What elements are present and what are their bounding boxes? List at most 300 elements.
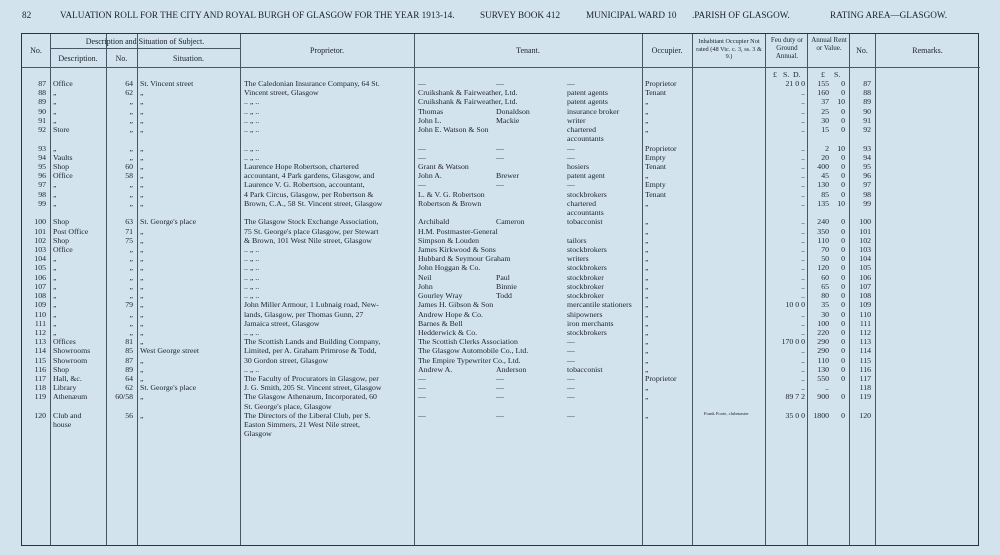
row-feu-duty: ..: [801, 143, 805, 153]
row-occupier: „: [645, 337, 649, 347]
row-feu-duty: ..: [801, 383, 805, 393]
row-tenant-name: —: [418, 152, 426, 162]
row-no: 103: [34, 244, 46, 254]
row-tenant-surname: Todd: [496, 291, 512, 301]
row-number: „: [129, 115, 133, 125]
row-tenant-name: —: [418, 410, 426, 420]
row-rent-shillings: 0: [841, 300, 845, 310]
row-description: „: [53, 198, 57, 208]
row-proprietor: .. „ ..: [244, 281, 260, 291]
row-occupier: „: [645, 272, 649, 282]
row-proprietor: .. „ ..: [244, 254, 260, 264]
row-feu-duty: ..: [801, 309, 805, 319]
row-rent-pounds: 120: [817, 263, 829, 273]
row-description: „: [53, 318, 57, 328]
row-no-right: 116: [859, 364, 871, 374]
row-feu-duty: ..: [801, 88, 805, 98]
row-occupier: „: [645, 410, 649, 420]
row-tenant-trade: —: [567, 392, 575, 402]
row-situation: „: [140, 327, 144, 337]
row-rent-shillings: 0: [841, 88, 845, 98]
row-occupier: „: [645, 115, 649, 125]
row-rent-pounds: 60: [821, 272, 829, 282]
page-number: 82: [22, 10, 32, 20]
row-description: „: [53, 263, 57, 273]
row-occupier: Tenant: [645, 161, 667, 171]
row-description: „: [53, 254, 57, 264]
row-tenant-surname: Binnie: [496, 281, 517, 291]
row-feu-duty: ..: [801, 115, 805, 125]
rent-shillings-unit: S.: [834, 70, 841, 79]
row-situation: „: [140, 263, 144, 273]
row-rent-pounds: 100: [817, 318, 829, 328]
row-no: 120: [34, 410, 46, 420]
row-rent-pounds: 15: [821, 125, 829, 135]
row-no: 97: [38, 180, 46, 190]
row-tenant-trade: —: [567, 410, 575, 420]
row-occupier: „: [645, 309, 649, 319]
row-rent-shillings: 0: [841, 272, 845, 282]
row-feu-duty: ..: [801, 180, 805, 190]
row-tenant-name: Barnes & Bell: [418, 318, 463, 328]
row-situation: St. Vincent street: [140, 79, 194, 88]
row-occupier: Empty: [645, 152, 666, 162]
row-situation: „: [140, 318, 144, 328]
row-no-right: 92: [863, 125, 871, 135]
row-no-right: 100: [859, 217, 871, 227]
row-rent-shillings: 0: [841, 263, 845, 273]
row-no-right: 103: [859, 244, 871, 254]
row-tenant-trade: —: [567, 346, 575, 356]
row-occupier: „: [645, 125, 649, 135]
row-occupier: „: [645, 244, 649, 254]
row-no: 101: [34, 226, 46, 236]
row-rent-shillings: 0: [841, 364, 845, 374]
row-feu-duty: 10 0 0: [785, 300, 805, 310]
row-description: „: [53, 97, 57, 107]
row-no: 89: [38, 97, 46, 107]
row-occupier: „: [645, 171, 649, 181]
row-tenant-trade: —: [567, 152, 575, 162]
row-situation: „: [140, 309, 144, 319]
row-situation: St. George's place: [140, 217, 197, 227]
row-tenant-name: John L.: [418, 115, 442, 125]
row-tenant-name: Hedderwick & Co.: [418, 327, 478, 337]
row-no-right: 101: [859, 226, 871, 236]
row-number: 62: [125, 383, 133, 393]
row-no-right: 96: [863, 171, 871, 181]
row-no: 116: [34, 364, 46, 374]
row-no-right: 108: [859, 291, 871, 301]
row-tenant-surname: Cameron: [496, 217, 525, 227]
row-rent-pounds: 85: [821, 189, 829, 199]
row-no-right: 119: [859, 392, 871, 402]
row-situation: „: [140, 244, 144, 254]
row-description: Office: [53, 244, 73, 254]
row-rent-pounds: 900: [817, 392, 829, 402]
row-description: Showrooms: [53, 346, 91, 356]
row-feu-duty: ..: [801, 318, 805, 328]
row-rent-shillings: 0: [841, 337, 845, 347]
row-no: 118: [34, 383, 46, 393]
row-occupier: „: [645, 217, 649, 227]
row-tenant-trade: stockbrokers: [567, 189, 607, 199]
row-rent-pounds: 290: [817, 346, 829, 356]
row-occupier: „: [645, 364, 649, 374]
row-number: 60: [125, 161, 133, 171]
row-situation: „: [140, 272, 144, 282]
row-description: „: [53, 143, 57, 153]
row-description: „: [53, 281, 57, 291]
row-feu-duty: 35 0 0: [785, 410, 805, 420]
row-number: 75: [125, 235, 133, 245]
row-situation: „: [140, 88, 144, 98]
row-proprietor: The Glasgow Athenæum, Incorporated, 60: [244, 392, 377, 402]
row-no: 119: [34, 392, 46, 402]
rent-pounds-unit: £: [821, 70, 825, 79]
row-feu-duty: ..: [801, 97, 805, 107]
row-tenant-trade: stockbroker: [567, 291, 604, 301]
row-no: 93: [38, 143, 46, 153]
row-tenant-name: Archibald: [418, 217, 450, 227]
row-proprietor: .. „ ..: [244, 272, 260, 282]
row-description: Vaults: [53, 152, 73, 162]
row-occupier: „: [645, 327, 649, 337]
row-situation: „: [140, 392, 144, 402]
row-tenant-trade: stockbroker: [567, 272, 604, 282]
row-occupier: „: [645, 318, 649, 328]
col-inhabitant: Inhabitant Occupier Not rated (48 Vic. c. 3, ss. 3 & 9.): [696, 38, 762, 60]
row-proprietor: The Scottish Lands and Building Company,: [244, 337, 381, 347]
row-rent-pounds: 20: [821, 152, 829, 162]
row-occupier: „: [645, 355, 649, 365]
row-situation: „: [140, 364, 144, 374]
row-no-right: 109: [859, 300, 871, 310]
row-feu-duty: 89 7 2: [785, 392, 805, 402]
row-occupier: „: [645, 392, 649, 402]
row-proprietor: J. G. Smith, 205 St. Vincent street, Glasgow: [244, 383, 382, 393]
row-occupier: „: [645, 226, 649, 236]
row-situation: „: [140, 374, 144, 384]
row-situation: „: [140, 281, 144, 291]
row-situation: „: [140, 115, 144, 125]
row-tenant-trade: —: [567, 383, 575, 393]
row-proprietor: .. „ ..: [244, 97, 260, 107]
page-header: [20, 10, 980, 24]
row-proprietor: .. „ ..: [244, 244, 260, 254]
row-no-right: 91: [863, 115, 871, 125]
row-no-right: 93: [863, 143, 871, 153]
row-occupier: „: [645, 235, 649, 245]
row-number: „: [129, 254, 133, 264]
col-proprietor: Proprietor.: [310, 46, 344, 55]
municipal-ward: MUNICIPAL WARD 10: [586, 10, 677, 20]
row-no: 90: [38, 106, 46, 116]
row-feu-duty: ..: [801, 244, 805, 254]
row-description: Hall, &c.: [53, 374, 82, 384]
row-tenant-name: Grant & Watson: [418, 161, 469, 171]
row-tenant-trade: patent agent: [567, 171, 605, 181]
row-occupier: „: [645, 346, 649, 356]
row-number: „: [129, 97, 133, 107]
row-tenant-surname: —: [496, 79, 504, 88]
row-rent-pounds: 350: [817, 226, 829, 236]
row-proprietor: Laurence V. G. Robertson, accountant,: [244, 180, 365, 190]
row-description: Shop: [53, 235, 70, 245]
row-rent-shillings: 10: [837, 198, 845, 208]
row-tenant-name: Hubbard & Seymour Graham: [418, 254, 511, 264]
row-rent-pounds: 35: [821, 300, 829, 310]
row-no: 113: [34, 337, 46, 347]
col-description: Description.: [58, 54, 98, 63]
row-tenant-trade: writers: [567, 254, 589, 264]
row-situation: „: [140, 355, 144, 365]
row-rent-shillings: 0: [841, 244, 845, 254]
row-tenant-name: Gourley Wray: [418, 291, 463, 301]
row-tenant-trade: —: [567, 337, 575, 347]
row-rent-shillings: 0: [841, 309, 845, 319]
row-no: 117: [34, 374, 46, 384]
row-tenant-name: The Scottish Clerks Association: [418, 337, 518, 347]
row-rent-pounds: 155: [817, 79, 829, 88]
row-no: 104: [34, 254, 46, 264]
row-tenant-name: —: [418, 392, 426, 402]
row-feu-duty: ..: [801, 346, 805, 356]
row-description: „: [53, 106, 57, 116]
row-rent-shillings: 0: [841, 161, 845, 171]
row-description: Athenæum: [53, 392, 88, 402]
row-no-right: 120: [859, 410, 871, 420]
row-occupier: „: [645, 198, 649, 208]
row-tenant-surname: Brewer: [496, 171, 519, 181]
row-occupier: Proprietor: [645, 79, 677, 88]
row-tenant-trade: insurance broker: [567, 106, 620, 116]
row-rent-pounds: 50: [821, 254, 829, 264]
col-number: No.: [115, 54, 128, 63]
row-proprietor: .. „ ..: [244, 364, 260, 374]
row-rent-pounds: ..: [825, 383, 829, 393]
row-feu-duty: ..: [801, 226, 805, 236]
row-rent-shillings: 0: [841, 327, 845, 337]
row-tenant-name: L. & V. G. Robertson: [418, 189, 485, 199]
row-number: 79: [125, 300, 133, 310]
row-no-right: 97: [863, 180, 871, 190]
feu-pounds-unit: £: [773, 70, 777, 79]
row-rent-pounds: 240: [817, 217, 829, 227]
row-rent-shillings: 0: [841, 189, 845, 199]
row-no: 94: [38, 152, 46, 162]
row-number: 58: [125, 171, 133, 181]
row-rent-pounds: 2: [825, 143, 829, 153]
row-no-right: 113: [859, 337, 871, 347]
row-occupier: „: [645, 300, 649, 310]
row-situation: „: [140, 152, 144, 162]
row-rent-pounds: 30: [821, 309, 829, 319]
row-number: „: [129, 143, 133, 153]
row-number: „: [129, 125, 133, 135]
row-rent-pounds: 37: [821, 97, 829, 107]
row-number: 56: [125, 410, 133, 420]
row-occupier: Proprietor: [645, 143, 677, 153]
row-rent-shillings: 0: [841, 254, 845, 264]
row-rent-shillings: 0: [841, 346, 845, 356]
row-no-right: 98: [863, 189, 871, 199]
row-tenant-name: H.M. Postmaster-General: [418, 226, 498, 236]
row-tenant-name: Robertson & Brown: [418, 198, 482, 208]
row-feu-duty: ..: [801, 125, 805, 135]
row-proprietor: Brown, C.A., 58 St. Vincent street, Glasgow: [244, 198, 383, 208]
row-feu-duty: ..: [801, 189, 805, 199]
row-description: „: [53, 272, 57, 282]
row-description: Showroom: [53, 355, 88, 365]
row-no: 106: [34, 272, 46, 282]
row-tenant-trade: iron merchants: [567, 318, 614, 328]
row-tenant-surname: —: [496, 152, 504, 162]
row-rent-pounds: 550: [817, 374, 829, 384]
row-no-right: 88: [863, 88, 871, 98]
row-tenant-surname: —: [496, 180, 504, 190]
row-rent-pounds: 220: [817, 327, 829, 337]
row-description: Office: [53, 79, 73, 88]
col-no: No.: [30, 46, 42, 55]
row-tenant-trade: stockbrokers: [567, 244, 607, 254]
row-feu-duty: ..: [801, 235, 805, 245]
row-rent-shillings: 0: [841, 171, 845, 181]
row-feu-duty: ..: [801, 291, 805, 301]
col-description-group: Description and Situation of Subject.: [85, 37, 205, 46]
row-tenant-trade: stockbrokers: [567, 327, 607, 337]
col-tenant: Tenant.: [516, 46, 540, 55]
row-rent-pounds: 400: [817, 161, 829, 171]
row-description: house: [53, 420, 72, 430]
row-proprietor: The Directors of the Liberal Club, per S.: [244, 410, 371, 420]
row-situation: „: [140, 410, 144, 420]
row-situation: „: [140, 235, 144, 245]
row-tenant-trade: accountants: [567, 208, 604, 218]
row-no: 107: [34, 281, 46, 291]
row-occupier: „: [645, 97, 649, 107]
col-occupier: Occupier.: [651, 46, 683, 55]
row-tenant-name: —: [418, 180, 426, 190]
row-tenant-trade: tailors: [567, 235, 587, 245]
row-number: „: [129, 244, 133, 254]
row-description: Club and: [53, 410, 82, 420]
row-tenant-trade: patent agents: [567, 97, 608, 107]
row-description: Library: [53, 383, 77, 393]
row-proprietor: 30 Gordon street, Glasgow: [244, 355, 329, 365]
row-no: 115: [34, 355, 46, 365]
row-description: Post Office: [53, 226, 89, 236]
row-tenant-name: Simpson & Louden: [418, 235, 480, 245]
row-tenant-trade: tobacconist: [567, 217, 603, 227]
row-no: 109: [34, 300, 46, 310]
row-rent-pounds: 110: [817, 355, 829, 365]
row-no: 102: [34, 235, 46, 245]
row-rent-shillings: 0: [841, 235, 845, 245]
row-proprietor: 4 Park Circus, Glasgow, per Robertson &: [244, 189, 374, 199]
row-number: 85: [125, 346, 133, 356]
row-situation: „: [140, 106, 144, 116]
row-proprietor: Jamaica street, Glasgow: [244, 318, 320, 328]
row-no: 114: [34, 346, 46, 356]
row-no: 99: [38, 198, 46, 208]
row-number: 62: [125, 88, 133, 98]
row-feu-duty: ..: [801, 254, 805, 264]
row-rent-shillings: 0: [841, 355, 845, 365]
row-no-right: 94: [863, 152, 871, 162]
row-situation: „: [140, 254, 144, 264]
row-number: „: [129, 309, 133, 319]
row-rent-pounds: 135: [817, 198, 829, 208]
row-description: Shop: [53, 217, 70, 227]
row-rent-shillings: 0: [841, 125, 845, 135]
row-no-right: 114: [859, 346, 871, 356]
row-no-right: 106: [859, 272, 871, 282]
row-no: 98: [38, 189, 46, 199]
row-no: 95: [38, 161, 46, 171]
row-number: „: [129, 327, 133, 337]
row-occupier: Empty: [645, 180, 666, 190]
row-tenant-name: The Glasgow Automobile Co., Ltd.: [418, 346, 529, 356]
row-no: 112: [34, 327, 46, 337]
row-no: 105: [34, 263, 46, 273]
row-no-right: 112: [859, 327, 871, 337]
row-number: „: [129, 198, 133, 208]
row-tenant-surname: —: [496, 410, 504, 420]
row-tenant-name: —: [418, 383, 426, 393]
row-tenant-name: —: [418, 79, 426, 88]
row-tenant-surname: Anderson: [496, 364, 527, 374]
row-rent-shillings: 10: [837, 97, 845, 107]
row-feu-duty: ..: [801, 106, 805, 116]
row-description: Store: [53, 125, 70, 135]
row-proprietor: accountant, 4 Park gardens, Glasgow, and: [244, 171, 375, 181]
roll-title: VALUATION ROLL FOR THE CITY AND ROYAL BURGH OF GLASGOW FOR THE YEAR 1913-14.: [60, 10, 455, 20]
row-description: „: [53, 88, 57, 98]
row-no: 88: [38, 88, 46, 98]
row-situation: „: [140, 125, 144, 135]
row-proprietor: The Caledonian Insurance Company, 64 St.: [244, 79, 380, 88]
row-number: „: [129, 189, 133, 199]
row-situation: „: [140, 291, 144, 301]
row-situation: „: [140, 171, 144, 181]
row-rent-shillings: 0: [841, 318, 845, 328]
row-number: „: [129, 152, 133, 162]
row-tenant-name: Cruikshank & Fairweather, Ltd.: [418, 97, 518, 107]
row-tenant-trade: —: [567, 79, 575, 88]
row-proprietor: St. George's place, Glasgow: [244, 401, 332, 411]
row-no: 92: [38, 125, 46, 135]
row-no: 87: [38, 79, 46, 88]
row-feu-duty: ..: [801, 263, 805, 273]
row-tenant-trade: accountants: [567, 134, 604, 144]
row-no-right: 104: [859, 254, 871, 264]
survey-book: SURVEY BOOK 412: [480, 10, 561, 20]
row-inhabitant: Frank Foote, clubmaster: [704, 410, 749, 416]
row-rent-pounds: 130: [817, 180, 829, 190]
row-tenant-name: Andrew Hope & Co.: [418, 309, 483, 319]
row-feu-duty: ..: [801, 374, 805, 384]
row-tenant-surname: —: [496, 374, 504, 384]
row-rent-pounds: 130: [817, 364, 829, 374]
row-description: „: [53, 180, 57, 190]
row-no: 108: [34, 291, 46, 301]
row-proprietor: 75 St. George's place Glasgow, per Stewart: [244, 226, 379, 236]
row-number: „: [129, 318, 133, 328]
row-occupier: Proprietor: [645, 374, 677, 384]
row-no: 110: [34, 309, 46, 319]
row-tenant-name: Cruikshank & Fairweather, Ltd.: [418, 88, 518, 98]
